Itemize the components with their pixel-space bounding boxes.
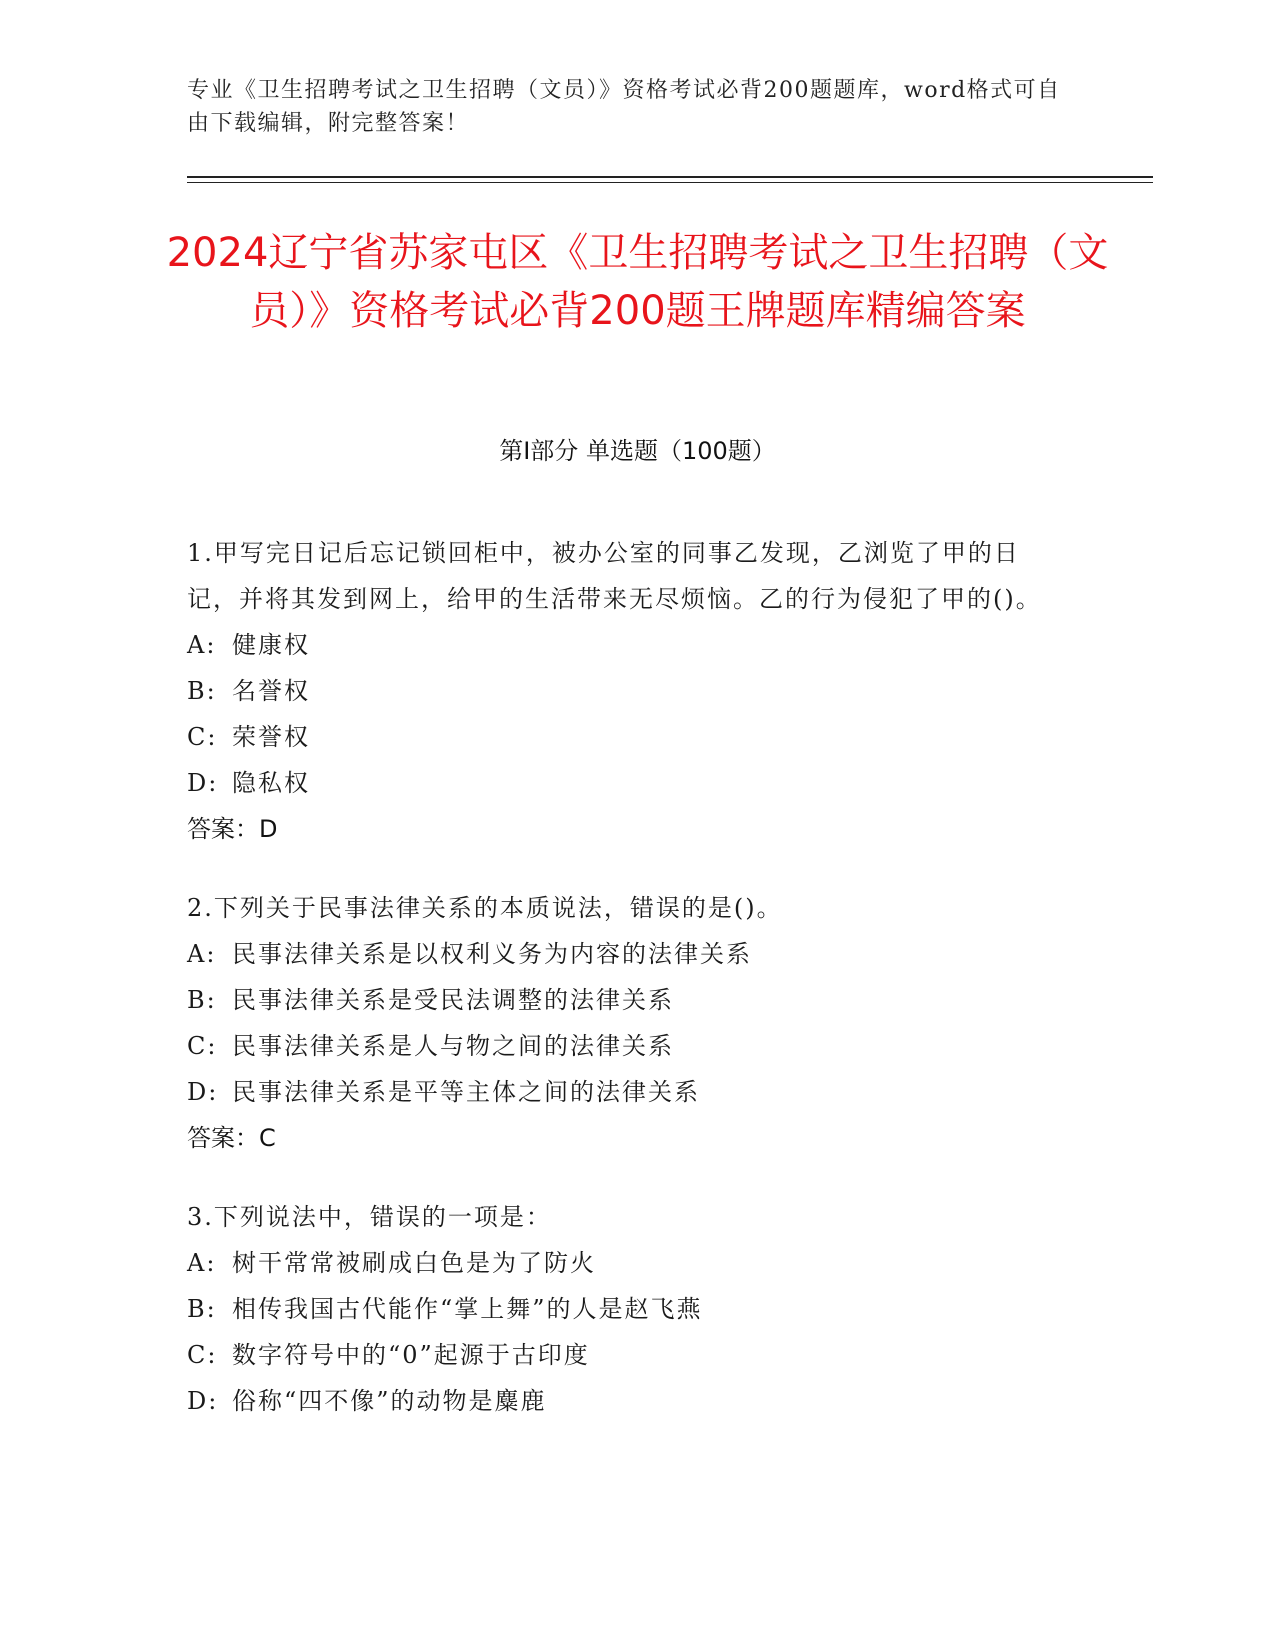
option-text: 民事法律关系是平等主体之间的法律关系 <box>232 1078 700 1106</box>
option-text: 名誉权 <box>232 677 310 705</box>
option-text: 荣誉权 <box>232 723 310 751</box>
option-text: 民事法律关系是人与物之间的法律关系 <box>232 1032 674 1060</box>
option-text: 隐私权 <box>232 769 310 797</box>
question-list <box>187 530 1067 1457</box>
option-key: B: <box>187 677 217 705</box>
option-key: D: <box>187 1078 219 1106</box>
option-key: C: <box>187 1032 218 1060</box>
option-key: C: <box>187 1341 218 1369</box>
answer: 答案：C <box>187 1124 276 1152</box>
option-key: A: <box>187 1249 217 1277</box>
option-text: 相传我国古代能作“掌上舞”的人是赵飞燕 <box>232 1295 703 1323</box>
option-b <box>187 668 1067 714</box>
document-title: 2024辽宁省苏家屯区《卫生招聘考试之卫生招聘（文员）》资格考试必背200题王牌题库精编答案 <box>166 230 1109 334</box>
option-b <box>187 1286 1067 1332</box>
option-text: 民事法律关系是以权利义务为内容的法律关系 <box>232 940 752 968</box>
question-stem: 1.甲写完日记后忘记锁回柜中，被办公室的同事乙发现，乙浏览了甲的日记，并将其发到网上，给甲的生活带来无尽烦恼。乙的行为侵犯了甲的()。 <box>187 539 1042 613</box>
header-note: 专业《卫生招聘考试之卫生招聘（文员）》资格考试必背200题题库，word格式可自由下载编辑，附完整答案！ <box>187 78 1061 136</box>
option-d <box>187 760 1067 806</box>
option-key: D: <box>187 769 219 797</box>
option-d <box>187 1378 1067 1424</box>
header-rule-thick <box>187 176 1153 178</box>
header-rule-thin <box>187 182 1153 183</box>
option-text: 数字符号中的“0”起源于古印度 <box>232 1341 590 1369</box>
question-stem: 3.下列说法中，错误的一项是： <box>187 1203 552 1231</box>
option-a <box>187 931 1067 977</box>
option-key: B: <box>187 1295 217 1323</box>
option-key: A: <box>187 631 217 659</box>
option-key: C: <box>187 723 218 751</box>
section-title: 第Ⅰ部分 单选题（100题） <box>499 437 776 465</box>
option-a <box>187 622 1067 668</box>
question-1 <box>187 530 1067 852</box>
option-key: B: <box>187 986 217 1014</box>
answer: 答案：D <box>187 815 278 843</box>
question-2 <box>187 885 1067 1161</box>
option-text: 俗称“四不像”的动物是麋鹿 <box>232 1387 547 1415</box>
option-a <box>187 1240 1067 1286</box>
option-key: A: <box>187 940 217 968</box>
option-text: 健康权 <box>232 631 310 659</box>
option-c <box>187 1332 1067 1378</box>
question-stem: 2.下列关于民事法律关系的本质说法，错误的是()。 <box>187 894 783 922</box>
option-b <box>187 977 1067 1023</box>
option-text: 民事法律关系是受民法调整的法律关系 <box>232 986 674 1014</box>
option-d <box>187 1069 1067 1115</box>
question-3 <box>187 1194 1067 1424</box>
option-text: 树干常常被刷成白色是为了防火 <box>232 1249 596 1277</box>
option-key: D: <box>187 1387 219 1415</box>
option-c <box>187 714 1067 760</box>
option-c <box>187 1023 1067 1069</box>
